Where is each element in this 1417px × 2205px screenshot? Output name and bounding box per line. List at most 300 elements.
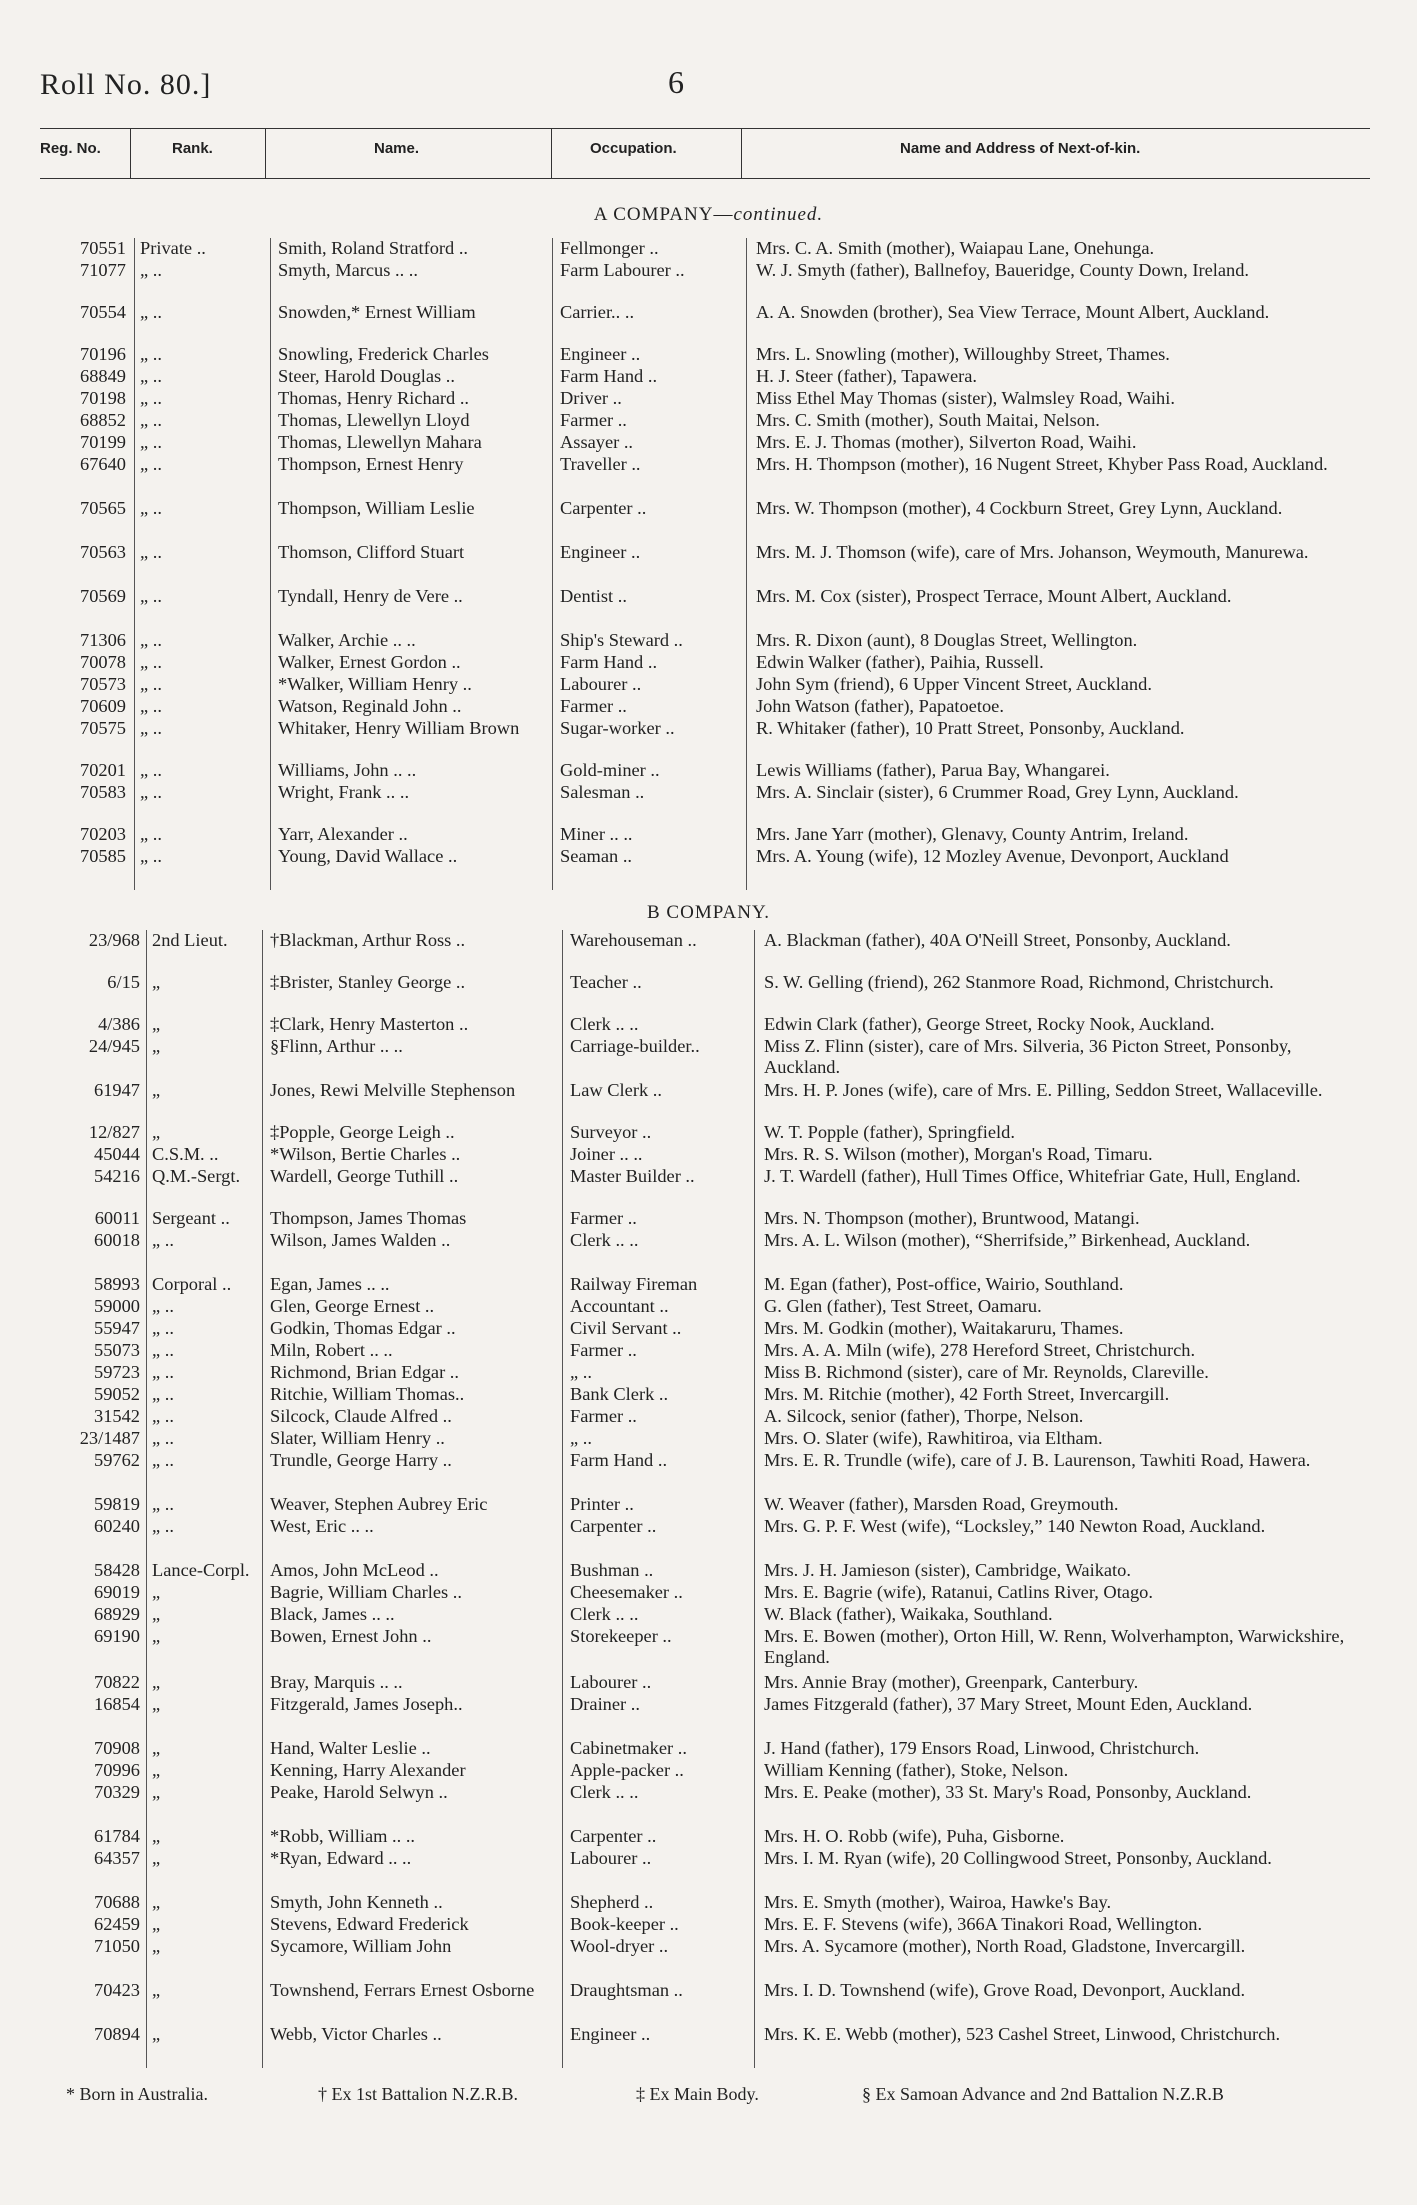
reg-number: 45044 xyxy=(94,1144,140,1164)
occupation: Joiner .. .. xyxy=(570,1144,643,1164)
occupation: Miner .. .. xyxy=(560,824,633,844)
reg-number: 59052 xyxy=(94,1384,140,1404)
column-separator xyxy=(262,930,263,2068)
reg-number: 70203 xyxy=(80,824,126,844)
reg-number: 70565 xyxy=(80,498,126,518)
company-a-title-suffix: continued. xyxy=(733,204,824,225)
occupation: Bushman .. xyxy=(570,1560,654,1580)
reg-number: 61784 xyxy=(94,1826,140,1846)
soldier-name: Black, James .. .. xyxy=(270,1604,395,1624)
occupation: Engineer .. xyxy=(560,542,641,562)
occupation: Farmer .. xyxy=(560,696,627,716)
reg-number: 16854 xyxy=(94,1694,140,1714)
rank: „ xyxy=(152,1582,161,1602)
reg-number: 6/15 xyxy=(107,972,140,992)
occupation: Farm Hand .. xyxy=(560,366,658,386)
rank: „ .. xyxy=(152,1516,174,1536)
occupation: Labourer .. xyxy=(570,1848,652,1868)
occupation: Clerk .. .. xyxy=(570,1014,639,1034)
next-of-kin: J. Hand (father), 179 Ensors Road, Linwood, Christchurch. xyxy=(764,1738,1200,1758)
reg-number: 58993 xyxy=(94,1274,140,1294)
reg-number: 68852 xyxy=(80,410,126,430)
occupation: Draughtsman .. xyxy=(570,1980,683,2000)
rank: „ .. xyxy=(140,674,162,694)
next-of-kin: R. Whitaker (father), 10 Pratt Street, Ponsonby, Auckland. xyxy=(756,718,1185,738)
occupation: Farmer .. xyxy=(570,1208,637,1228)
next-of-kin: Mrs. H. Thompson (mother), 16 Nugent Street, Khyber Pass Road, Auckland. xyxy=(756,454,1328,474)
rank: „ xyxy=(152,1914,161,1934)
soldier-name: *Walker, William Henry .. xyxy=(278,674,472,694)
next-of-kin: W. T. Popple (father), Springfield. xyxy=(764,1122,1015,1142)
reg-number: 70078 xyxy=(80,652,126,672)
occupation: Driver .. xyxy=(560,388,622,408)
rank: „ xyxy=(152,1014,161,1034)
soldier-name: Silcock, Claude Alfred .. xyxy=(270,1406,452,1426)
soldier-name: Richmond, Brian Edgar .. xyxy=(270,1362,459,1382)
soldier-name: §Flinn, Arthur .. .. xyxy=(270,1036,403,1056)
soldier-name: Stevens, Edward Frederick xyxy=(270,1914,469,1934)
reg-number: 70563 xyxy=(80,542,126,562)
reg-number: 23/968 xyxy=(88,930,140,950)
rank: „ .. xyxy=(140,824,162,844)
soldier-name: Peake, Harold Selwyn .. xyxy=(270,1782,448,1802)
reg-number: 70996 xyxy=(94,1760,140,1780)
reg-number: 24/945 xyxy=(88,1036,140,1056)
next-of-kin: Mrs. A. Sycamore (mother), North Road, Gladstone, Invercargill. xyxy=(764,1936,1246,1956)
occupation: „ .. xyxy=(570,1362,592,1382)
next-of-kin: Mrs. E. Bagrie (wife), Ratanui, Catlins River, Otago. xyxy=(764,1582,1153,1602)
soldier-name: Smyth, John Kenneth .. xyxy=(270,1892,443,1912)
column-header-rank: Rank. xyxy=(172,140,213,157)
rank: Corporal .. xyxy=(152,1274,232,1294)
soldier-name: ‡Brister, Stanley George .. xyxy=(270,972,466,992)
column-separator xyxy=(270,238,271,890)
column-separator xyxy=(146,930,147,2068)
next-of-kin: James Fitzgerald (father), 37 Mary Street, Mount Eden, Auckland. xyxy=(764,1694,1253,1714)
next-of-kin: Mrs. O. Slater (wife), Rawhitiroa, via Eltham. xyxy=(764,1428,1103,1448)
column-header-occupation: Occupation. xyxy=(590,140,677,157)
reg-number: 59819 xyxy=(94,1494,140,1514)
rank: „ .. xyxy=(152,1362,174,1382)
next-of-kin: Mrs. E. F. Stevens (wife), 366A Tinakori Road, Wellington. xyxy=(764,1914,1203,1934)
soldier-name: Watson, Reginald John .. xyxy=(278,696,462,716)
rank: „ .. xyxy=(152,1318,174,1338)
soldier-name: Jones, Rewi Melville Stephenson xyxy=(270,1080,516,1100)
occupation: Book-keeper .. xyxy=(570,1914,679,1934)
reg-number: 70551 xyxy=(80,238,126,258)
occupation: Clerk .. .. xyxy=(570,1230,639,1250)
soldier-name: Young, David Wallace .. xyxy=(278,846,458,866)
column-separator xyxy=(562,930,563,2068)
soldier-name: Smith, Roland Stratford .. xyxy=(278,238,469,258)
rank: Lance-Corpl. xyxy=(152,1560,250,1580)
rank: Private .. xyxy=(140,238,206,258)
rank: „ .. xyxy=(152,1450,174,1470)
occupation: Farmer .. xyxy=(560,410,627,430)
soldier-name: Kenning, Harry Alexander xyxy=(270,1760,466,1780)
rank: „ .. xyxy=(152,1428,174,1448)
reg-number: 70585 xyxy=(80,846,126,866)
soldier-name: Thompson, Ernest Henry xyxy=(278,454,464,474)
next-of-kin: Miss B. Richmond (sister), care of Mr. Reynolds, Clareville. xyxy=(764,1362,1209,1382)
soldier-name: Slater, William Henry .. xyxy=(270,1428,445,1448)
next-of-kin: Mrs. E. Peake (mother), 33 St. Mary's Road, Ponsonby, Auckland. xyxy=(764,1782,1252,1802)
rank: „ .. xyxy=(140,344,162,364)
soldier-name: Godkin, Thomas Edgar .. xyxy=(270,1318,456,1338)
company-a-title xyxy=(0,204,1417,226)
next-of-kin: Mrs. M. Godkin (mother), Waitakaruru, Thames. xyxy=(764,1318,1124,1338)
occupation: Assayer .. xyxy=(560,432,634,452)
soldier-name: Webb, Victor Charles .. xyxy=(270,2024,442,2044)
reg-number: 70196 xyxy=(80,344,126,364)
rank: „ .. xyxy=(152,1494,174,1514)
next-of-kin: Mrs. J. H. Jamieson (sister), Cambridge, Waikato. xyxy=(764,1560,1131,1580)
soldier-name: Steer, Harold Douglas .. xyxy=(278,366,456,386)
soldier-name: Glen, George Ernest .. xyxy=(270,1296,435,1316)
reg-number: 67640 xyxy=(80,454,126,474)
soldier-name: Thomas, Llewellyn Lloyd xyxy=(278,410,470,430)
soldier-name: Snowden,* Ernest William xyxy=(278,302,476,322)
next-of-kin: Mrs. A. L. Wilson (mother), “Sherrifside,” Birkenhead, Auckland. xyxy=(764,1230,1251,1250)
reg-number: 12/827 xyxy=(88,1122,140,1142)
soldier-name: Amos, John McLeod .. xyxy=(270,1560,439,1580)
occupation: Farm Hand .. xyxy=(560,652,658,672)
reg-number: 70554 xyxy=(80,302,126,322)
soldier-name: Snowling, Frederick Charles xyxy=(278,344,489,364)
rank: „ xyxy=(152,1122,161,1142)
next-of-kin: Mrs. R. S. Wilson (mother), Morgan's Road, Timaru. xyxy=(764,1144,1153,1164)
company-a-title-main: A COMPANY— xyxy=(593,204,734,225)
next-of-kin: Mrs. E. Smyth (mother), Wairoa, Hawke's Bay. xyxy=(764,1892,1112,1912)
reg-number: 60011 xyxy=(94,1208,140,1228)
column-separator xyxy=(552,238,553,890)
next-of-kin: Edwin Walker (father), Paihia, Russell. xyxy=(756,652,1044,672)
reg-number: 70329 xyxy=(94,1782,140,1802)
rank: „ .. xyxy=(140,782,162,802)
header-rule-bottom xyxy=(40,178,1370,179)
occupation: Railway Fireman xyxy=(570,1274,698,1294)
next-of-kin: G. Glen (father), Test Street, Oamaru. xyxy=(764,1296,1042,1316)
reg-number: 70688 xyxy=(94,1892,140,1912)
reg-number: 55073 xyxy=(94,1340,140,1360)
soldier-name: Fitzgerald, James Joseph.. xyxy=(270,1694,463,1714)
next-of-kin: Miss Ethel May Thomas (sister), Walmsley Road, Waihi. xyxy=(756,388,1175,408)
rank: „ .. xyxy=(140,388,162,408)
occupation: Labourer .. xyxy=(570,1672,652,1692)
soldier-name: Tyndall, Henry de Vere .. xyxy=(278,586,463,606)
occupation: Clerk .. .. xyxy=(570,1782,639,1802)
footer-note-first-battalion: † Ex 1st Battalion N.Z.R.B. xyxy=(318,2084,518,2104)
rank: „ .. xyxy=(140,260,162,280)
rank: Q.M.-Sergt. xyxy=(152,1166,241,1186)
occupation: Farmer .. xyxy=(570,1340,637,1360)
occupation: Warehouseman .. xyxy=(570,930,697,950)
reg-number: 70201 xyxy=(80,760,126,780)
next-of-kin: Edwin Clark (father), George Street, Rocky Nook, Auckland. xyxy=(764,1014,1215,1034)
reg-number: 54216 xyxy=(94,1166,140,1186)
soldier-name: Miln, Robert .. .. xyxy=(270,1340,393,1360)
next-of-kin: Mrs. E. J. Thomas (mother), Silverton Road, Waihi. xyxy=(756,432,1137,452)
next-of-kin: Mrs. N. Thompson (mother), Bruntwood, Matangi. xyxy=(764,1208,1140,1228)
header-separator xyxy=(265,128,266,178)
next-of-kin: Mrs. Annie Bray (mother), Greenpark, Canterbury. xyxy=(764,1672,1139,1692)
reg-number: 70573 xyxy=(80,674,126,694)
header-separator xyxy=(741,128,742,178)
rank: „ xyxy=(152,1826,161,1846)
next-of-kin: Mrs. M. Cox (sister), Prospect Terrace, Mount Albert, Auckland. xyxy=(756,586,1232,606)
reg-number: 61947 xyxy=(94,1080,140,1100)
soldier-name: Egan, James .. .. xyxy=(270,1274,390,1294)
header-rule-top xyxy=(40,128,1370,129)
occupation: Accountant .. xyxy=(570,1296,669,1316)
reg-number: 62459 xyxy=(94,1914,140,1934)
rank: „ xyxy=(152,1626,161,1646)
occupation: Engineer .. xyxy=(570,2024,651,2044)
rank: „ xyxy=(152,1738,161,1758)
soldier-name: *Ryan, Edward .. .. xyxy=(270,1848,412,1868)
soldier-name: Whitaker, Henry William Brown xyxy=(278,718,520,738)
page-number: 6 xyxy=(668,64,684,100)
occupation: Seaman .. xyxy=(560,846,633,866)
occupation: Drainer .. xyxy=(570,1694,640,1714)
soldier-name: Bowen, Ernest John .. xyxy=(270,1626,432,1646)
occupation: Dentist .. xyxy=(560,586,627,606)
rank: „ xyxy=(152,972,161,992)
reg-number: 70609 xyxy=(80,696,126,716)
rank: „ .. xyxy=(140,432,162,452)
rank: „ xyxy=(152,1760,161,1780)
rank: „ xyxy=(152,1080,161,1100)
reg-number: 70423 xyxy=(94,1980,140,2000)
next-of-kin: Mrs. M. J. Thomson (wife), care of Mrs. Johanson, Weymouth, Manurewa. xyxy=(756,542,1309,562)
next-of-kin: Mrs. A. A. Miln (wife), 278 Hereford Street, Christchurch. xyxy=(764,1340,1196,1360)
footer-note-born-australia: * Born in Australia. xyxy=(66,2084,208,2104)
soldier-name: Thomas, Henry Richard .. xyxy=(278,388,470,408)
column-separator xyxy=(746,238,747,890)
rank: C.S.M. .. xyxy=(152,1144,219,1164)
soldier-name: Ritchie, William Thomas.. xyxy=(270,1384,465,1404)
rank: „ xyxy=(152,1672,161,1692)
reg-number: 23/1487 xyxy=(79,1428,140,1448)
next-of-kin: W. J. Smyth (father), Ballnefoy, Baueridge, County Down, Ireland. xyxy=(756,260,1250,280)
next-of-kin: John Sym (friend), 6 Upper Vincent Street, Auckland. xyxy=(756,674,1152,694)
occupation: Teacher .. xyxy=(570,972,642,992)
soldier-name: Trundle, George Harry .. xyxy=(270,1450,452,1470)
rank: Sergeant .. xyxy=(152,1208,230,1228)
soldier-name: *Robb, William .. .. xyxy=(270,1826,416,1846)
soldier-name: Williams, John .. .. xyxy=(278,760,417,780)
occupation: Carpenter .. xyxy=(560,498,647,518)
rank: „ xyxy=(152,1604,161,1624)
soldier-name: Walker, Archie .. .. xyxy=(278,630,416,650)
next-of-kin: A. Blackman (father), 40A O'Neill Street, Ponsonby, Auckland. xyxy=(764,930,1231,950)
next-of-kin: S. W. Gelling (friend), 262 Stanmore Road, Richmond, Christchurch. xyxy=(764,972,1274,992)
header-separator xyxy=(551,128,552,178)
column-header-next-of-kin: Name and Address of Next-of-kin. xyxy=(900,140,1141,157)
reg-number: 60018 xyxy=(94,1230,140,1250)
soldier-name: *Wilson, Bertie Charles .. xyxy=(270,1144,461,1164)
next-of-kin: Mrs. G. P. F. West (wife), “Locksley,” 140 Newton Road, Auckland. xyxy=(764,1516,1266,1536)
occupation: Ship's Steward .. xyxy=(560,630,683,650)
soldier-name: Smyth, Marcus .. .. xyxy=(278,260,418,280)
occupation: Cabinetmaker .. xyxy=(570,1738,687,1758)
reg-number: 70569 xyxy=(80,586,126,606)
next-of-kin: H. J. Steer (father), Tapawera. xyxy=(756,366,978,386)
rank: „ xyxy=(152,1936,161,1956)
rank: „ .. xyxy=(140,846,162,866)
occupation: Law Clerk .. xyxy=(570,1080,662,1100)
soldier-name: Hand, Walter Leslie .. xyxy=(270,1738,431,1758)
next-of-kin: Mrs. R. Dixon (aunt), 8 Douglas Street, Wellington. xyxy=(756,630,1138,650)
next-of-kin: A. Silcock, senior (father), Thorpe, Nelson. xyxy=(764,1406,1084,1426)
soldier-name: Bagrie, William Charles .. xyxy=(270,1582,462,1602)
reg-number: 70894 xyxy=(94,2024,140,2044)
reg-number: 70198 xyxy=(80,388,126,408)
footer-note-main-body: ‡ Ex Main Body. xyxy=(636,2084,759,2104)
next-of-kin: Mrs. A. Young (wife), 12 Mozley Avenue, Devonport, Auckland xyxy=(756,846,1229,866)
next-of-kin: Mrs. M. Ritchie (mother), 42 Forth Street, Invercargill. xyxy=(764,1384,1170,1404)
occupation: Gold-miner .. xyxy=(560,760,660,780)
reg-number: 70822 xyxy=(94,1672,140,1692)
rank: 2nd Lieut. xyxy=(152,930,228,950)
rank: „ .. xyxy=(140,542,162,562)
next-of-kin: Miss Z. Flinn (sister), care of Mrs. Silveria, 36 Picton Street, Ponsonby, Auckland. xyxy=(764,1036,1292,1077)
next-of-kin: Lewis Williams (father), Parua Bay, Whangarei. xyxy=(756,760,1110,780)
next-of-kin: Mrs. L. Snowling (mother), Willoughby Street, Thames. xyxy=(756,344,1170,364)
occupation: Carriage-builder.. xyxy=(570,1036,700,1056)
column-header-name: Name. xyxy=(374,140,420,157)
reg-number: 71050 xyxy=(94,1936,140,1956)
next-of-kin: John Watson (father), Papatoetoe. xyxy=(756,696,1004,716)
rank: „ .. xyxy=(140,718,162,738)
reg-number: 59723 xyxy=(94,1362,140,1382)
reg-number: 69019 xyxy=(94,1582,140,1602)
occupation: Carrier.. .. xyxy=(560,302,635,322)
rank: „ .. xyxy=(140,652,162,672)
occupation: Surveyor .. xyxy=(570,1122,652,1142)
column-separator xyxy=(754,930,755,2068)
occupation: Shepherd .. xyxy=(570,1892,654,1912)
reg-number: 70908 xyxy=(94,1738,140,1758)
header-separator xyxy=(130,128,131,178)
next-of-kin: Mrs. A. Sinclair (sister), 6 Crummer Road, Grey Lynn, Auckland. xyxy=(756,782,1239,802)
occupation: „ .. xyxy=(570,1428,592,1448)
occupation: Traveller .. xyxy=(560,454,641,474)
occupation: Salesman .. xyxy=(560,782,645,802)
next-of-kin: W. Weaver (father), Marsden Road, Greymouth. xyxy=(764,1494,1119,1514)
rank: „ .. xyxy=(140,696,162,716)
occupation: Apple-packer .. xyxy=(570,1760,684,1780)
occupation: Bank Clerk .. xyxy=(570,1384,669,1404)
soldier-name: Thompson, William Leslie xyxy=(278,498,475,518)
occupation: Farmer .. xyxy=(570,1406,637,1426)
next-of-kin: Mrs. Jane Yarr (mother), Glenavy, County Antrim, Ireland. xyxy=(756,824,1189,844)
rank: „ .. xyxy=(140,630,162,650)
reg-number: 64357 xyxy=(94,1848,140,1868)
soldier-name: Townshend, Ferrars Ernest Osborne xyxy=(270,1980,535,2000)
occupation: Sugar-worker .. xyxy=(560,718,675,738)
reg-number: 70199 xyxy=(80,432,126,452)
next-of-kin: W. Black (father), Waikaka, Southland. xyxy=(764,1604,1053,1624)
rank: „ .. xyxy=(140,410,162,430)
soldier-name: Walker, Ernest Gordon .. xyxy=(278,652,461,672)
soldier-name: Wright, Frank .. .. xyxy=(278,782,410,802)
footer-note-samoan-advance: § Ex Samoan Advance and 2nd Battalion N.Z.R.B xyxy=(862,2084,1224,2104)
next-of-kin: M. Egan (father), Post-office, Wairio, Southland. xyxy=(764,1274,1124,1294)
reg-number: 4/386 xyxy=(98,1014,140,1034)
reg-number: 68929 xyxy=(94,1604,140,1624)
rank: „ .. xyxy=(152,1230,174,1250)
reg-number: 59762 xyxy=(94,1450,140,1470)
soldier-name: Wardell, George Tuthill .. xyxy=(270,1166,459,1186)
next-of-kin: Mrs. H. P. Jones (wife), care of Mrs. E. Pilling, Seddon Street, Wallaceville. xyxy=(764,1080,1323,1100)
reg-number: 55947 xyxy=(94,1318,140,1338)
next-of-kin: Mrs. W. Thompson (mother), 4 Cockburn Street, Grey Lynn, Auckland. xyxy=(756,498,1283,518)
rank: „ .. xyxy=(152,1384,174,1404)
column-separator xyxy=(134,238,135,890)
rank: „ .. xyxy=(140,454,162,474)
reg-number: 60240 xyxy=(94,1516,140,1536)
rank: „ xyxy=(152,2024,161,2044)
reg-number: 31542 xyxy=(94,1406,140,1426)
occupation: Clerk .. .. xyxy=(570,1604,639,1624)
soldier-name: West, Eric .. .. xyxy=(270,1516,374,1536)
rank: „ xyxy=(152,1782,161,1802)
next-of-kin: Mrs. E. R. Trundle (wife), care of J. B. Laurenson, Tawhiti Road, Hawera. xyxy=(764,1450,1311,1470)
next-of-kin: Mrs. K. E. Webb (mother), 523 Cashel Street, Linwood, Christchurch. xyxy=(764,2024,1281,2044)
reg-number: 70575 xyxy=(80,718,126,738)
rank: „ xyxy=(152,1892,161,1912)
reg-number: 69190 xyxy=(94,1626,140,1646)
soldier-name: Sycamore, William John xyxy=(270,1936,452,1956)
occupation: Storekeeper .. xyxy=(570,1626,672,1646)
next-of-kin: Mrs. C. A. Smith (mother), Waiapau Lane, Onehunga. xyxy=(756,238,1155,258)
occupation: Labourer .. xyxy=(560,674,642,694)
soldier-name: Bray, Marquis .. .. xyxy=(270,1672,403,1692)
reg-number: 58428 xyxy=(94,1560,140,1580)
soldier-name: †Blackman, Arthur Ross .. xyxy=(270,930,466,950)
rank: „ .. xyxy=(140,586,162,606)
rank: „ xyxy=(152,1036,161,1056)
soldier-name: Weaver, Stephen Aubrey Eric xyxy=(270,1494,488,1514)
next-of-kin: Mrs. H. O. Robb (wife), Puha, Gisborne. xyxy=(764,1826,1065,1846)
occupation: Farm Hand .. xyxy=(570,1450,668,1470)
occupation: Engineer .. xyxy=(560,344,641,364)
reg-number: 71306 xyxy=(80,630,126,650)
occupation: Master Builder .. xyxy=(570,1166,695,1186)
soldier-name: Wilson, James Walden .. xyxy=(270,1230,451,1250)
occupation: Carpenter .. xyxy=(570,1516,657,1536)
soldier-name: Yarr, Alexander .. xyxy=(278,824,408,844)
rank: „ xyxy=(152,1694,161,1714)
occupation: Carpenter .. xyxy=(570,1826,657,1846)
next-of-kin: Mrs. C. Smith (mother), South Maitai, Nelson. xyxy=(756,410,1100,430)
soldier-name: ‡Clark, Henry Masterton .. xyxy=(270,1014,469,1034)
next-of-kin: Mrs. I. D. Townshend (wife), Grove Road, Devonport, Auckland. xyxy=(764,1980,1246,2000)
rank: „ .. xyxy=(140,498,162,518)
next-of-kin: Mrs. I. M. Ryan (wife), 20 Collingwood Street, Ponsonby, Auckland. xyxy=(764,1848,1272,1868)
next-of-kin: Mrs. E. Bowen (mother), Orton Hill, W. Renn, Wolverhampton, Warwickshire, England. xyxy=(764,1626,1345,1667)
occupation: Civil Servant .. xyxy=(570,1318,682,1338)
next-of-kin: William Kenning (father), Stoke, Nelson. xyxy=(764,1760,1069,1780)
company-b-title: B COMPANY. xyxy=(647,902,770,923)
occupation: Farm Labourer .. xyxy=(560,260,685,280)
rank: „ .. xyxy=(152,1296,174,1316)
next-of-kin: J. T. Wardell (father), Hull Times Office, Whitefriar Gate, Hull, England. xyxy=(764,1166,1301,1186)
rank: „ .. xyxy=(140,760,162,780)
next-of-kin: A. A. Snowden (brother), Sea View Terrace, Mount Albert, Auckland. xyxy=(756,302,1270,322)
occupation: Fellmonger .. xyxy=(560,238,659,258)
